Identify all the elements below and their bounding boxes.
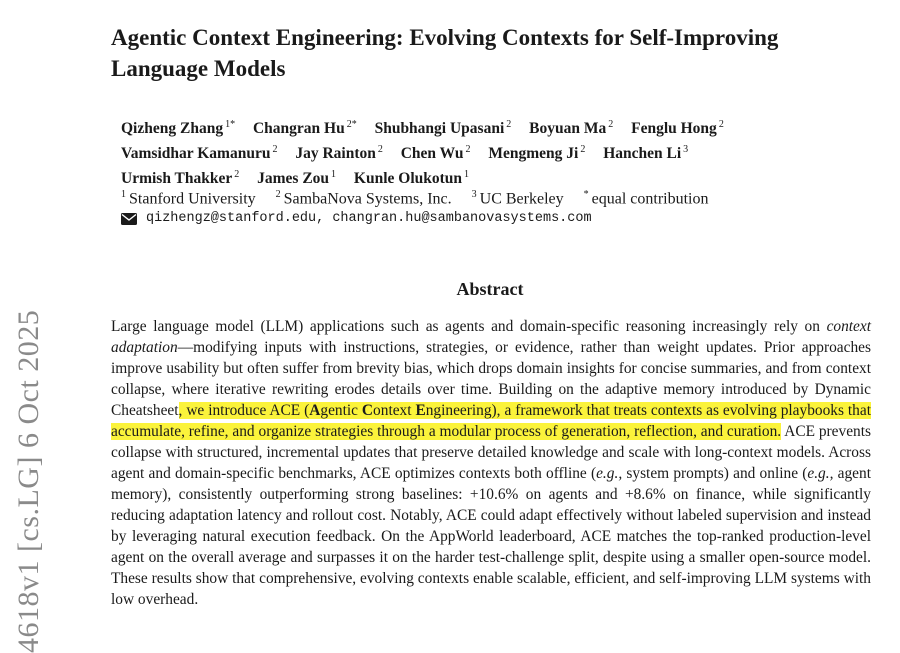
- email-row: [121, 211, 881, 226]
- author-name: Chen Wu: [400, 145, 464, 163]
- author-name: Vamsidhar Kamanuru: [121, 145, 271, 163]
- author: [631, 114, 724, 139]
- acronym-letter: C: [361, 402, 374, 419]
- author-mark: 3: [683, 144, 689, 156]
- affiliation: [276, 184, 452, 210]
- highlighted-sentence: [111, 402, 871, 440]
- author-name: Mengmeng Ji: [488, 145, 579, 163]
- abstract-body: [111, 316, 871, 610]
- author-row: [121, 114, 881, 139]
- abstract-text: system prompts) and online (: [622, 465, 808, 482]
- affiliation-name: UC Berkeley: [479, 190, 564, 208]
- envelope-icon: [121, 213, 137, 225]
- highlighted-text: ngineering), a framework that treats contexts as evolving playbooks that accumulate, refine, and organize strategies through a modular process of generation, reflection, and curation.: [111, 402, 871, 440]
- author-name: Jay Rainton: [295, 145, 376, 163]
- author-name: Shubhangi Upasani: [374, 120, 505, 138]
- author-name: Changran Hu: [252, 120, 345, 138]
- contact-emails[interactable]: qizhengz@stanford.edu, changran.hu@sambanovasystems.com: [146, 211, 592, 226]
- author-mark: 2: [377, 144, 383, 156]
- paper-title: Agentic Context Engineering: Evolving Contexts for Self-Improving Language Models: [111, 25, 779, 81]
- author-name: Boyuan Ma: [529, 120, 607, 138]
- affiliation-mark: 1: [121, 189, 126, 200]
- author-row: [121, 139, 881, 164]
- author: [603, 139, 688, 164]
- author-mark: 2*: [346, 119, 357, 130]
- author-mark: 2: [506, 119, 512, 130]
- author-name: Qizheng Zhang: [121, 120, 224, 138]
- abstract-text: ACE prevents collapse with structured, incremental updates that preserve detailed knowledge and scale with long-context models. Across agent and domain-specific benchmarks, ACE optimizes contexts both offline (: [111, 423, 871, 482]
- affiliation-mark: 2: [275, 189, 281, 200]
- author-mark: 2: [465, 144, 471, 156]
- author: [375, 114, 512, 139]
- affiliation-list: [121, 184, 881, 210]
- highlighted-text: gentic: [320, 402, 362, 419]
- author: [121, 114, 235, 139]
- author-mark: 1*: [225, 119, 236, 130]
- author-name: Kunle Olukotun: [353, 170, 463, 188]
- author-name: James Zou: [257, 170, 330, 188]
- author: [295, 139, 383, 164]
- abstract-text: —modifying inputs with instructions, strategies, or evidence, rather than weight updates. Prior approaches improve usability but often suffer from brevity bias, which drops domain insights for concise summaries, and from context collapse, where iterative rewriting erodes details over time. Building on the adaptive memory introduced by Dynamic Cheatsheet: [111, 339, 871, 419]
- author-mark: 1: [331, 169, 337, 181]
- author-mark: 1: [464, 169, 470, 181]
- arxiv-stamp: 4618v1 [cs.LG] 6 Oct 2025: [12, 309, 45, 653]
- abstract-text: Large language model (LLM) applications such as agents and domain-specific reasoning increasingly rely on: [111, 318, 827, 335]
- author: [121, 139, 277, 164]
- affiliation-mark: 3: [471, 189, 477, 200]
- highlighted-text: ontext: [373, 402, 416, 419]
- abstract-heading: Abstract: [456, 279, 524, 299]
- affiliation-name: equal contribution: [591, 190, 709, 208]
- abstract-italic-eg: e.g.,: [596, 465, 623, 482]
- author-name: Hanchen Li: [603, 145, 682, 163]
- affiliation: [472, 184, 564, 210]
- author-mark: 2: [580, 144, 586, 156]
- author-mark: 2: [234, 169, 240, 181]
- abstract-italic-term: context adaptation: [111, 318, 871, 356]
- author-name: Fenglu Hong: [631, 120, 717, 138]
- author-name: Urmish Thakker: [121, 170, 233, 188]
- acronym-letter: E: [415, 402, 426, 419]
- author-mark: 2: [608, 119, 614, 130]
- affiliation-name: SambaNova Systems, Inc.: [283, 190, 452, 208]
- author: [401, 139, 471, 164]
- author-list: [121, 114, 881, 189]
- abstract-text: agent memory), consistently outperforming strong baselines: +10.6% on agents and +8.6% on finance, while significantly reducing adaptation latency and rollout cost. Notably, ACE could adapt effectively without labeled supervision and instead by leveraging natural execution feedback. On the AppWorld leaderboard, ACE matches the top-ranked production-level agent on the overall average and surpasses it on the harder test-challenge split, despite using a smaller open-source model. These results show that comprehensive, evolving contexts enable scalable, efficient, and self-improving LLM systems with low overhead.: [111, 465, 871, 608]
- affiliation: [584, 184, 709, 210]
- affiliation: [121, 184, 256, 210]
- author: [488, 139, 585, 164]
- acronym-letter: A: [309, 402, 321, 419]
- author: [529, 114, 613, 139]
- author: [253, 114, 357, 139]
- author-mark: 2: [272, 144, 278, 156]
- author-mark: 2: [718, 119, 724, 130]
- affiliation-mark: *: [583, 189, 589, 200]
- affiliation-name: Stanford University: [129, 190, 256, 208]
- highlighted-text: , we introduce ACE (: [178, 402, 310, 419]
- abstract-italic-eg: e.g.,: [807, 465, 834, 482]
